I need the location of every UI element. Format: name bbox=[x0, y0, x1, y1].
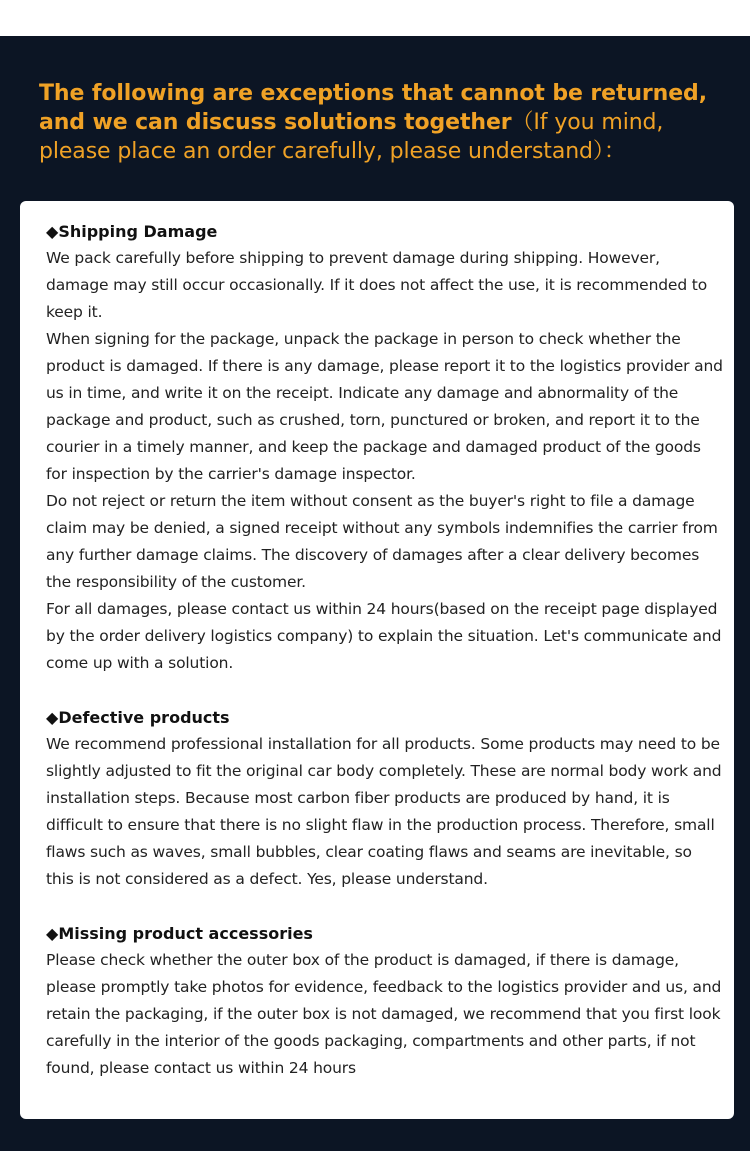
section-title bbox=[46, 218, 724, 245]
section-title-text: Defective products bbox=[58, 708, 230, 727]
header-bold-text: The following are exceptions that cannot be returned, and we can discuss solutions together bbox=[39, 81, 707, 135]
header-normal-text: （If you mind, please place an order carefully, please understand）： bbox=[39, 110, 664, 164]
content-card bbox=[20, 201, 734, 1119]
section-missing-accessories bbox=[46, 920, 724, 1082]
diamond-bullet-icon: ◆ bbox=[46, 924, 59, 943]
paragraph: We recommend professional installation for all products. Some products may need to be slightly adjusted to fit the original car body completely. These are normal body work and installation steps. Because most carbon fiber products are produced by hand, it is difficult to ensure that there is no slight flaw in the production process. Therefore, small flaws such as waves, small bubbles, clear coating flaws and seams are inevitable, so this is not considered as a defect. Yes, please understand. bbox=[46, 735, 722, 888]
section-title-text: Missing product accessories bbox=[58, 924, 313, 943]
section-title bbox=[46, 920, 724, 947]
section-shipping-damage bbox=[46, 218, 724, 677]
section-title bbox=[46, 704, 724, 731]
diamond-bullet-icon: ◆ bbox=[46, 708, 59, 727]
paragraph: For all damages, please contact us within 24 hours(based on the receipt page displayed by the order delivery logistics company) to explain the situation. Let's communicate and come up with a solution. bbox=[46, 600, 722, 672]
paragraph: When signing for the package, unpack the package in person to check whether the product is damaged. If there is any damage, please report it to the logistics provider and us in time, and write it on the receipt. Indicate any damage and abnormality of the package and product, such as crushed, torn, punctured or broken, and report it to the courier in a timely manner, and keep the package and damaged product of the goods for inspection by the carrier's damage inspector. bbox=[46, 330, 723, 483]
paragraph: Do not reject or return the item without consent as the buyer's right to file a damage claim may be denied, a signed receipt without any symbols indemnifies the carrier from any further damage claims. The discovery of damages after a clear delivery becomes the responsibility of the customer. bbox=[46, 492, 718, 591]
diamond-bullet-icon: ◆ bbox=[46, 222, 59, 241]
notice-header bbox=[39, 79, 729, 166]
section-title-text: Shipping Damage bbox=[58, 222, 218, 241]
page-background bbox=[0, 36, 750, 1151]
paragraph: We pack carefully before shipping to prevent damage during shipping. However, damage may still occur occasionally. If it does not affect the use, it is recommended to keep it. bbox=[46, 249, 708, 321]
paragraph: Please check whether the outer box of the product is damaged, if there is damage, please promptly take photos for evidence, feedback to the logistics provider and us, and retain the packaging, if the outer box is not damaged, we recommend that you first look carefully in the interior of the goods packaging, compartments and other parts, if not found, please contact us within 24 hours bbox=[46, 951, 722, 1077]
section-defective-products bbox=[46, 704, 724, 893]
